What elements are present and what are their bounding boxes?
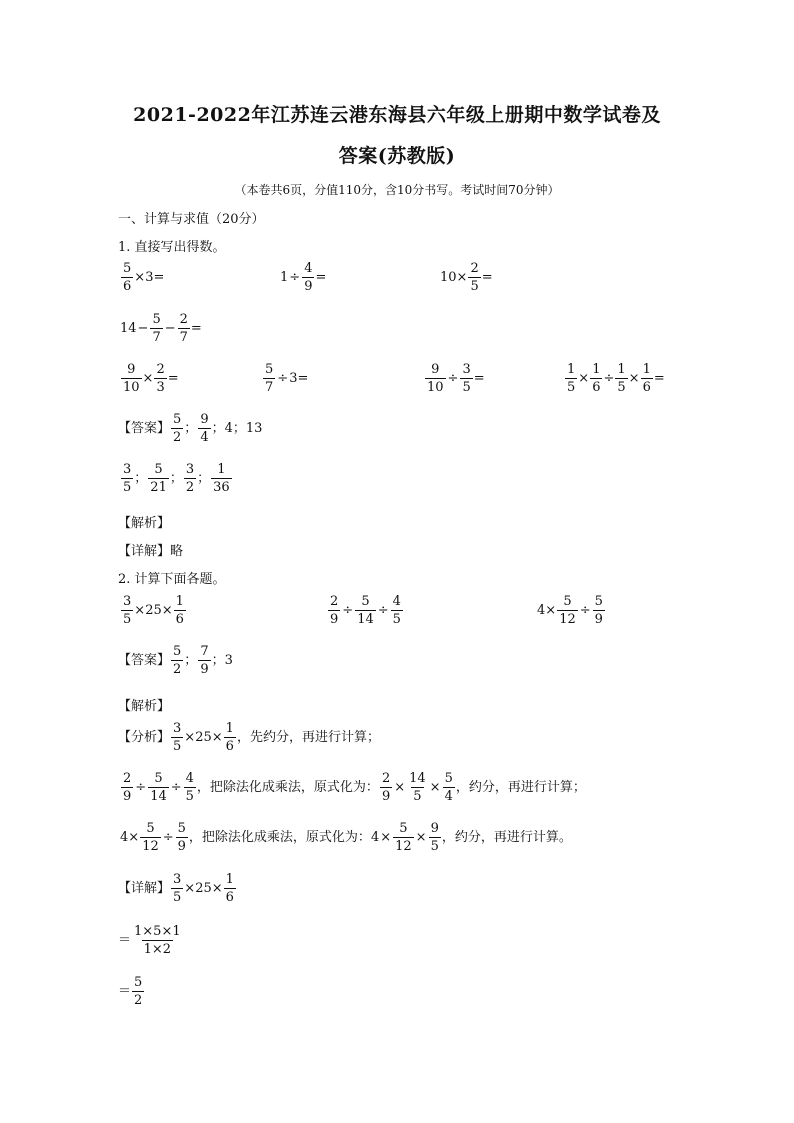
q2-fenxi-line2: $\frac{2}{9}$ ÷ $\frac{5}{14}$ ÷ $\frac{4}{5}$ ，把除法化成乘法，原式化为： $\frac{2}{9}$ × $\frac{14}{5}$ × $\frac{5}{4}$ ，约分，再进行计算； xyxy=(123,771,586,804)
q1-item-2: 1÷ $\frac{4}{9}$ = xyxy=(280,261,327,294)
page-title: 2021-2022年江苏连云港东海县六年级上册期中数学试卷及 xyxy=(133,104,661,126)
q2-analysis-label: 【解析】 xyxy=(118,699,171,714)
question-2-prompt: 2. 计算下面各题。 xyxy=(118,572,226,587)
q2-detail-line3: ＝ $\frac{5}{2}$ xyxy=(118,975,143,1008)
q2-detail-line1: 【详解】 $\frac{3}{5}$ ×25× $\frac{1}{6}$ xyxy=(118,872,234,905)
q1-analysis-label: 【解析】 xyxy=(118,516,171,531)
q1-answer: 【答案】 $\frac{5}{2}$ ； $\frac{9}{4}$ ；4；13 xyxy=(118,412,263,445)
q1-item-6: $\frac{5}{7}$ ÷3= xyxy=(265,362,309,395)
q1-item-4: 14− $\frac{5}{7}$ − $\frac{2}{7}$ = xyxy=(120,312,202,345)
section-heading: 一、计算与求值（20分） xyxy=(118,212,265,227)
exam-info: （本卷共6页，分值110分，含10分书写。考试时间70分钟） xyxy=(234,183,560,197)
q1-detail: 【详解】略 xyxy=(118,544,184,559)
q2-detail-line2: ＝ $\frac{1\times 5\times 1}{1\times 2}$ xyxy=(118,924,181,957)
q2-item-3: 4× $\frac{5}{12}$ ÷ $\frac{5}{9}$ xyxy=(537,594,603,627)
q2-fenxi-line1: 【分析】 $\frac{3}{5}$ ×25× $\frac{1}{6}$ ，先约分，再进行计算； xyxy=(118,721,380,754)
q2-answer: 【答案】 $\frac{5}{2}$ ； $\frac{7}{9}$ ；3 xyxy=(118,644,233,677)
q1-answer-line2: $\frac{3}{5}$ ； $\frac{5}{21}$ ； $\frac{3}{2}$ ； $\frac{1}{36}$ xyxy=(123,462,230,495)
q1-item-3: 10× $\frac{2}{5}$ = xyxy=(440,261,493,294)
q1-item-5: $\frac{9}{10}$ × $\frac{2}{3}$ = xyxy=(123,362,179,395)
question-1-prompt: 1. 直接写出得数。 xyxy=(118,240,226,255)
q1-item-1: $\frac{5}{6}$ ×3= xyxy=(123,261,165,294)
q2-fenxi-line3: 4× $\frac{5}{12}$ ÷ $\frac{5}{9}$ ，把除法化成乘法，原式化为：4× $\frac{5}{12}$ × $\frac{9}{5}$ ，约分，再进行计算。 xyxy=(120,821,572,854)
fraction: $\frac{5}{6}$ xyxy=(123,261,132,294)
page-title-line2: 答案(苏教版) xyxy=(338,145,456,167)
q1-item-8: $\frac{1}{5}$ × $\frac{1}{6}$ ÷ $\frac{1}{5}$ × $\frac{1}{6}$ = xyxy=(567,362,665,395)
q1-item-7: $\frac{9}{10}$ ÷ $\frac{3}{5}$ = xyxy=(427,362,485,395)
q2-item-1: $\frac{3}{5}$ ×25× $\frac{1}{6}$ xyxy=(123,594,184,627)
q2-item-2: $\frac{2}{9}$ ÷ $\frac{5}{14}$ ÷ $\frac{4}{5}$ xyxy=(330,594,401,627)
